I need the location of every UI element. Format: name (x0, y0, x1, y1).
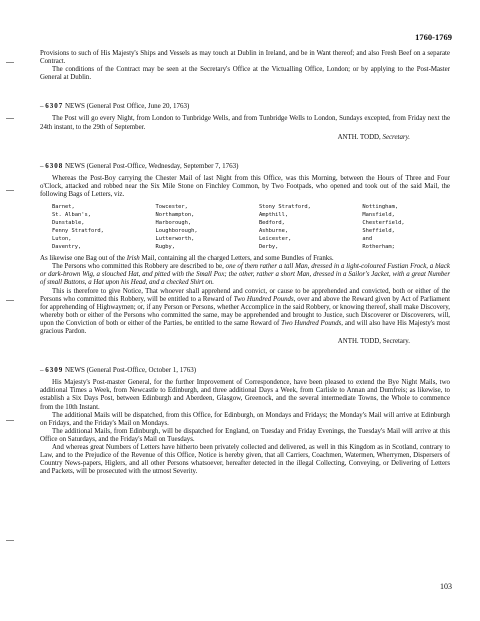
town-item: Daventry, (52, 244, 82, 251)
page-content (40, 50, 450, 476)
town-item: Rotherham; (362, 244, 395, 251)
town-item: Mansfield, (362, 212, 395, 219)
margin-mark (6, 118, 14, 119)
text-run-italic: one of them rather a tall Man, dressed in a light-coloured Fustian Frock, a black or dark-brown Wig, a slouched Hat, and pitted with the Small Pox; the other, rather a short Man, dressed in a Sailor's Jacket, with a great Number of small Buttons, a Hat upon his Head, and a checked Shirt on. (40, 263, 450, 287)
town-item: St. Alban's, (52, 212, 91, 219)
town-item: Nottingham, (362, 204, 399, 211)
town-item: Derby, (258, 244, 279, 251)
text-run: , and will also have His Majesty's most gracious Pardon. (40, 319, 450, 335)
margin-mark (6, 540, 14, 541)
signature (40, 134, 450, 142)
entry-number: 6309 (45, 366, 64, 375)
town-item: Northampton, (155, 212, 195, 219)
town-item: Fenny Stratford, (52, 228, 104, 235)
entry-heading: – 6308 NEWS (General Post-Office, Wednesday, September 7, 1763) (40, 161, 239, 170)
entry-body (40, 263, 450, 287)
text-run: Mail, containing all the charged Letters, and some Bundles of Franks. (139, 255, 334, 263)
text-run-italic: Irish (126, 255, 140, 263)
margin-mark (6, 62, 14, 63)
signature-name: ANTH. TODD, (337, 133, 381, 141)
town-item: Harborough, (155, 220, 192, 227)
margin-mark (6, 300, 14, 301)
town-item: Chesterfield, (362, 220, 405, 227)
intro-paragraph: The conditions of the Contract may be seen at the Secretary's Office at the Victualling Office, London; or by applying to the Post-Master General at Dublin. (40, 66, 450, 82)
entry-body: Whereas the Post-Boy carrying the Chester Mail of last Night from this Office, was this Morning, between the Hours of Three and Four o'Clock, attacked and robbed near the Six Mile Stone on Finchley Common, by Two Footpads, who opened and took out of the said Mail, the following Bags of Letters, viz. (40, 174, 450, 199)
entry-number: 6307 (45, 102, 64, 111)
entry-body (40, 255, 450, 263)
town-item: Bedford, (258, 220, 285, 227)
town-item: Dunstable, (52, 220, 85, 227)
entry-number: 6308 (45, 161, 64, 170)
entry-body: The additional Mails, from Edinburgh, will be dispatched for England, on Tuesday and Friday Evenings, the Tuesday's Mail will arrive at this Office on Saturdays, and the Friday's Mail on Tuesdays. (40, 427, 450, 443)
text-run: , over and above the Reward given by Act of Parliament for apprehending of Highwaymen; or, if any Person or Persons, whether Accomplice in the said Robbery, or knowing thereof, shall make Discovery, whereby both or either of the Persons who committed the same, may be apprehended and brought to Justice, such Discoverer or Discoverers, will, upon the Conviction of both or either of the Parties, be entitled to the same Reward of (40, 295, 450, 327)
town-item: Rugby, (155, 244, 175, 251)
entry-title: NEWS (General Post Office, June 20, 1763) (65, 102, 190, 111)
entry-body: The additional Mails will be dispatched, from this Office, for Edinburgh, on Mondays and Fridays; the Monday's Mail will arrive at Edinburgh on Fridays, and the Friday's Mail on Mondays. (40, 411, 450, 427)
page-number: 103 (440, 582, 452, 591)
town-item: Leicester, (258, 236, 292, 243)
signature: ANTH. TODD, Secretary. (337, 338, 410, 346)
town-list (52, 203, 450, 251)
entry-body (40, 288, 450, 337)
town-item: Ashburne, (258, 228, 289, 235)
text-run-italic: Two Hundred Pounds (233, 295, 294, 303)
entry-heading: – 6307 NEWS (General Post Office, June 20, 1763) (40, 102, 190, 111)
town-item: Barnet, (52, 204, 75, 211)
signature-title: Secretary. (382, 133, 410, 141)
town-item: Stony Stratford, (258, 204, 311, 211)
town-item: Sheffield, (362, 228, 395, 235)
margin-mark (6, 190, 14, 191)
town-item: Towcester, (155, 204, 188, 211)
entry-title: NEWS (General Post-Office, October 1, 1763) (65, 366, 197, 375)
intro-paragraph: Provisions to such of His Majesty's Ships and Vessels as may touch at Dublin in Ireland, and be in Want thereof; and also Fresh Beef on a separate Contract. (40, 50, 450, 66)
text-run: The Persons who committed this Robbery are described to be, (52, 263, 226, 271)
entry-body: The Post will go every Night, from London to Tunbridge Wells, and from Tunbridge Wells to London, Sundays excepted, from Friday next the 24th instant, to the 29th of September. (40, 115, 450, 131)
text-run: As likewise one Bag out of the (40, 255, 127, 263)
text-run-italic: Two Hundred Pounds (281, 319, 342, 327)
town-item: Lutterworth, (155, 236, 195, 243)
town-item: Ampthill, (258, 212, 289, 219)
entry-title: NEWS (General Post-Office, Wednesday, September 7, 1763) (65, 161, 239, 170)
town-item: and (362, 236, 373, 243)
text-run: This is therefore to give Notice, That whoever shall apprehend and convict, or cause to be apprehended and convicted, both or either of the Persons who committed this Robbery, will be entitled to a Reward of (40, 287, 450, 303)
entry-body: And whereas great Numbers of Letters have hitherto been privately collected and delivered, as well in this Kingdom as in Scotland, contrary to Law, and to the Prejudice of the Revenue of this Office, Notice is hereby given, that all Carriers, Coachmen, Watermen, Wherrymen, Dispersers of Country News-papers, Higlers, and all other Persons whatsoever, hereafter detected in the illegal Collecting, Conveying, or Delivering of Letters and Packets, will be prosecuted with the utmost Severity. (40, 444, 450, 476)
margin-mark (6, 420, 14, 421)
town-item: Loughborough, (155, 228, 198, 235)
entry-heading: – 6309 NEWS (General Post-Office, October 1, 1763) (40, 366, 197, 375)
entry-body: His Majesty's Post-master General, for the further Improvement of Correspondence, have been pleased to extend the Bye Night Mails, two additional Times a Week, from Newcastle to Edinburgh, and three additional Days a Week, from Carlisle to Annan and Dumfreis; as likewise, to establish a Six Days Post, between Edinburgh and Aberdeen, Glasgow, Greenock, and the several intermediate Towns, the Whole to commence from the 10th Instant. (40, 379, 450, 411)
town-item: Luton, (52, 236, 72, 243)
page-header-years: 1760-1769 (415, 32, 452, 42)
